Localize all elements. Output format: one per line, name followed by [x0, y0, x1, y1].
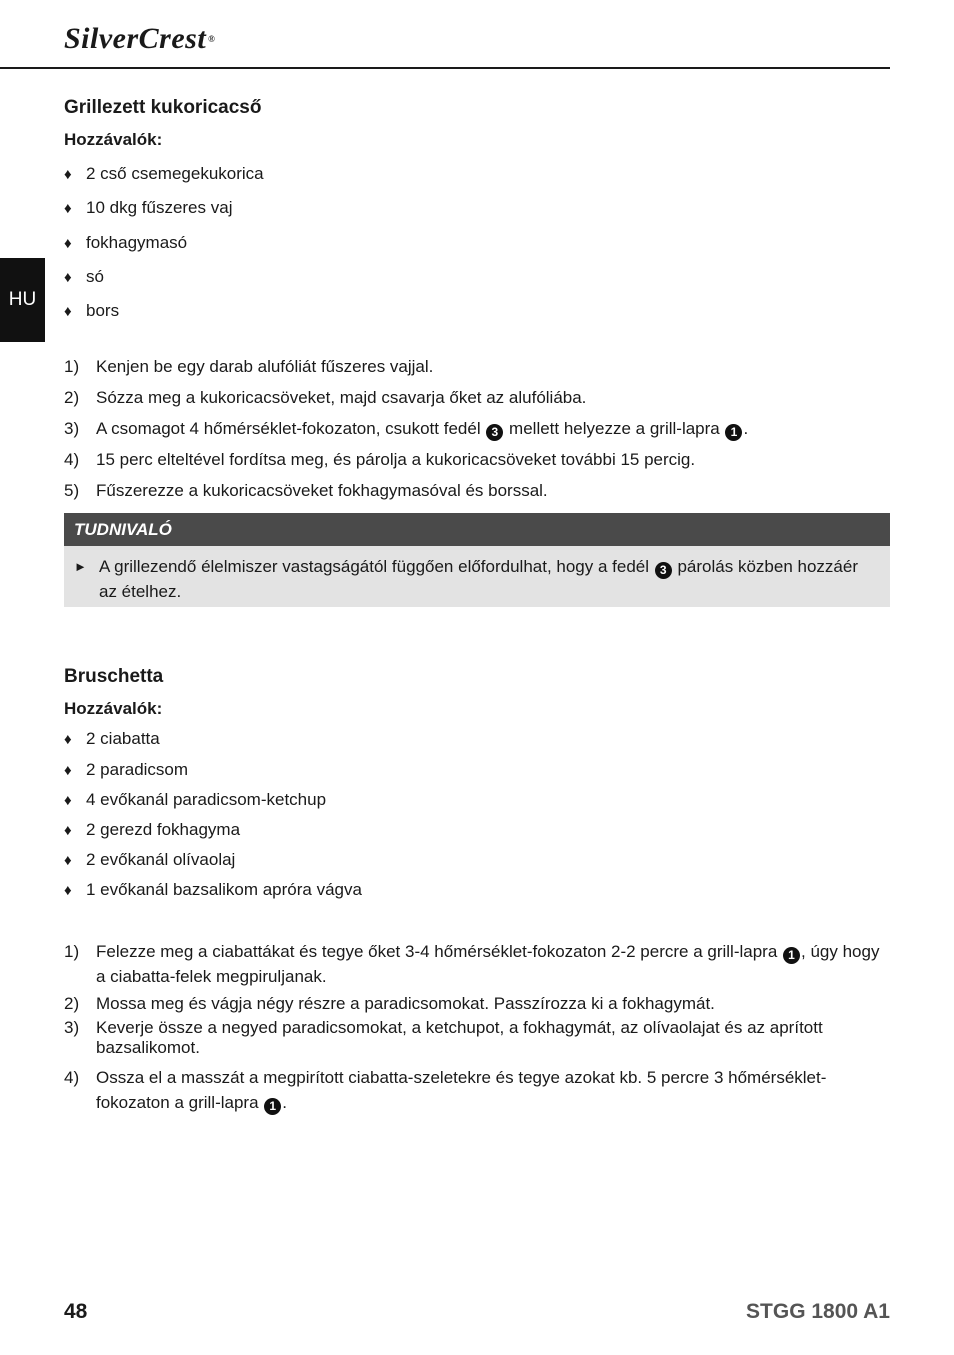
registered-mark: ® [208, 34, 216, 44]
recipe1-title: Grillezett kukoricacső [64, 97, 262, 118]
lid-ref-icon: 3 [655, 562, 672, 579]
diamond-bullet-icon: ♦ [64, 303, 72, 320]
diamond-bullet-icon: ♦ [64, 235, 72, 252]
note-heading-bar [64, 513, 890, 546]
list-item: ♦ fokhagymasó [64, 232, 187, 255]
grill-plate-ref-icon: 1 [783, 947, 800, 964]
note-box [64, 546, 890, 607]
diamond-bullet-icon: ♦ [64, 852, 72, 869]
arrow-bullet-icon: ► [74, 559, 87, 574]
page-number: 48 [64, 1300, 88, 1323]
step-item: 4) Ossza el a masszát a megpirított ciabatta-szeletekre és tegye azokat kb. 5 percre 3 hőmérséklet-fokozaton a grill-lapra 1 . [64, 1068, 827, 1113]
list-item: ♦ 4 evőkanál paradicsom-ketchup [64, 789, 326, 812]
language-tab [0, 258, 45, 342]
diamond-bullet-icon: ♦ [64, 762, 72, 779]
step-item: 2) Sózza meg a kukoricacsöveket, majd csavarja őket az alufóliába. [64, 388, 587, 407]
list-item: ♦ 2 gerezd fokhagyma [64, 819, 240, 842]
diamond-bullet-icon: ♦ [64, 166, 72, 183]
list-item: ♦ 2 cső csemegekukorica [64, 163, 264, 186]
diamond-bullet-icon: ♦ [64, 822, 72, 839]
header-divider [0, 67, 890, 69]
step-item: 1) Kenjen be egy darab alufóliát fűszeres vajjal. [64, 357, 434, 376]
step-item: 1) Felezze meg a ciabattákat és tegye őket 3-4 hőmérséklet-fokozaton 2-2 percre a grill-lapra 1 , úgy hogy a ciabatta-felek megpiruljanak. [64, 942, 880, 986]
step-item: 3) Keverje össze a negyed paradicsomokat, a ketchupot, a fokhagymát, az olívaolajat és az aprított bazsalikomot. [64, 1018, 823, 1057]
diamond-bullet-icon: ♦ [64, 882, 72, 899]
brand-logo [64, 22, 215, 56]
diamond-bullet-icon: ♦ [64, 792, 72, 809]
recipe1-ingredients-heading: Hozzávalók: [64, 130, 163, 149]
recipe2-title: Bruschetta [64, 666, 164, 687]
note-heading: TUDNIVALÓ [74, 520, 172, 539]
step-item: 2) Mossa meg és vágja négy részre a paradicsomokat. Passzírozza ki a fokhagymát. [64, 994, 715, 1013]
list-item: ♦ 2 paradicsom [64, 759, 188, 782]
grill-plate-ref-icon: 1 [264, 1098, 281, 1115]
diamond-bullet-icon: ♦ [64, 200, 72, 217]
diamond-bullet-icon: ♦ [64, 269, 72, 286]
diamond-bullet-icon: ♦ [64, 731, 72, 748]
note-text: A grillezendő élelmiszer vastagságától függően előfordulhat, hogy a fedél 3 párolás közben hozzáér az ételhez. [99, 557, 858, 601]
list-item: ♦ 2 evőkanál olívaolaj [64, 849, 235, 872]
step-item: 4) 15 perc elteltével fordítsa meg, és párolja a kukoricacsöveket további 15 percig. [64, 450, 696, 469]
list-item: ♦ só [64, 266, 104, 289]
list-item: ♦ 1 evőkanál bazsalikom apróra vágva [64, 879, 362, 902]
brand-name: SilverCrest [64, 22, 207, 55]
model-number: STGG 1800 A1 [746, 1300, 890, 1323]
recipe2-ingredients-heading: Hozzávalók: [64, 699, 163, 718]
list-item: ♦ bors [64, 300, 119, 323]
list-item: ♦ 10 dkg fűszeres vaj [64, 197, 232, 220]
language-label: HU [8, 289, 37, 310]
step-item: 5) Fűszerezze a kukoricacsöveket fokhagymasóval és borssal. [64, 481, 548, 500]
step-item: 3) A csomagot 4 hőmérséklet-fokozaton, csukott fedél 3 mellett helyezze a grill-lapra 1 . [64, 419, 749, 439]
lid-ref-icon: 3 [486, 424, 503, 441]
list-item: ♦ 2 ciabatta [64, 728, 160, 751]
grill-plate-ref-icon: 1 [725, 424, 742, 441]
